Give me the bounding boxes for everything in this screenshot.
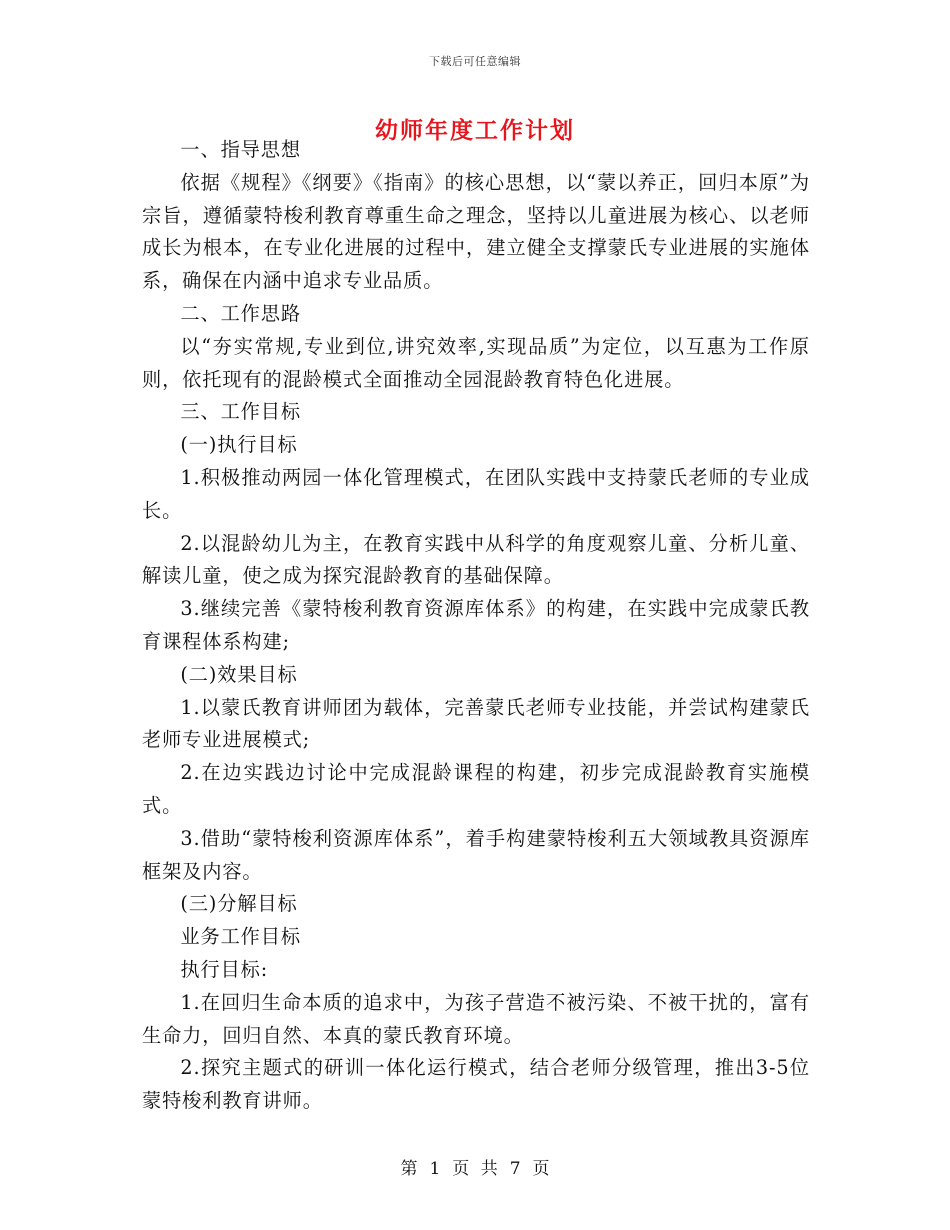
heading-work-approach: 二、工作思路 <box>180 301 301 325</box>
list-item: 1.以蒙氏教育讲师团为载体，完善蒙氏老师专业技能，并尝试构建蒙氏老师专业进展模式; <box>142 695 810 752</box>
list-item: 3.借助“蒙特梭利资源库体系”，着手构建蒙特梭利五大领域教具资源库框架及内容。 <box>142 826 810 883</box>
footer-suffix: 页 <box>532 1159 550 1179</box>
subheading-execution-goals-2: 执行目标: <box>180 957 269 981</box>
page-footer <box>0 1154 950 1179</box>
total-page-count: 7 <box>509 1159 521 1179</box>
heading-work-goals: 三、工作目标 <box>180 400 301 424</box>
list-item: 3.继续完善《蒙特梭利教育资源库体系》的构建，在实践中完成蒙氏教育课程体系构建; <box>142 597 810 653</box>
list-item: 1.在回归生命本质的追求中，为孩子营造不被污染、不被干扰的，富有生命力，回归自然、本真的蒙氏教育环境。 <box>142 990 810 1047</box>
heading-guiding-thought: 一、指导思想 <box>180 138 301 161</box>
current-page-number: 1 <box>429 1159 441 1179</box>
document-body <box>142 134 810 1118</box>
header-note: 下载后可任意编辑 <box>429 55 521 68</box>
list-item: 2.探究主题式的研训一体化运行模式，结合老师分级管理，推出3-5位蒙特梭利教育讲师。 <box>142 1056 810 1113</box>
list-item: 2.以混龄幼儿为主，在教育实践中从科学的角度观察儿童、分析儿童、解读儿童，使之成为探究混龄教育的基础保障。 <box>142 531 810 588</box>
paragraph-work-approach: 以“夯实常规,专业到位,讲究效率,实现品质”为定位，以互惠为工作原则，依托现有的混龄模式全面推动全园混龄教育特色化进展。 <box>142 334 810 391</box>
paragraph-guiding-thought: 依据《规程》《纲要》《指南》的核心思想，以“蒙以养正，回归本原”为宗旨，遵循蒙特梭利教育尊重生命之理念，坚持以儿童进展为核心、以老师成长为根本，在专业化进展的过程中，建立健全支撑蒙氏专业进展的实施体系，确保在内涵中追求专业品质。 <box>142 170 810 293</box>
subheading-effect-goals: (二)效果目标 <box>180 662 298 686</box>
subheading-breakdown-goals: (三)分解目标 <box>180 892 298 916</box>
subheading-business-goals: 业务工作目标 <box>180 925 301 949</box>
footer-prefix: 第 <box>400 1159 418 1179</box>
list-item: 2.在边实践边讨论中完成混龄课程的构建，初步完成混龄教育实施模式。 <box>142 761 810 817</box>
document-title: 幼师年度工作计划 <box>375 117 575 144</box>
footer-middle: 页 共 <box>452 1159 498 1179</box>
subheading-execution-goals: (一)执行目标 <box>180 433 298 457</box>
list-item: 1.积极推动两园一体化管理模式，在团队实践中支持蒙氏老师的专业成长。 <box>142 465 810 522</box>
